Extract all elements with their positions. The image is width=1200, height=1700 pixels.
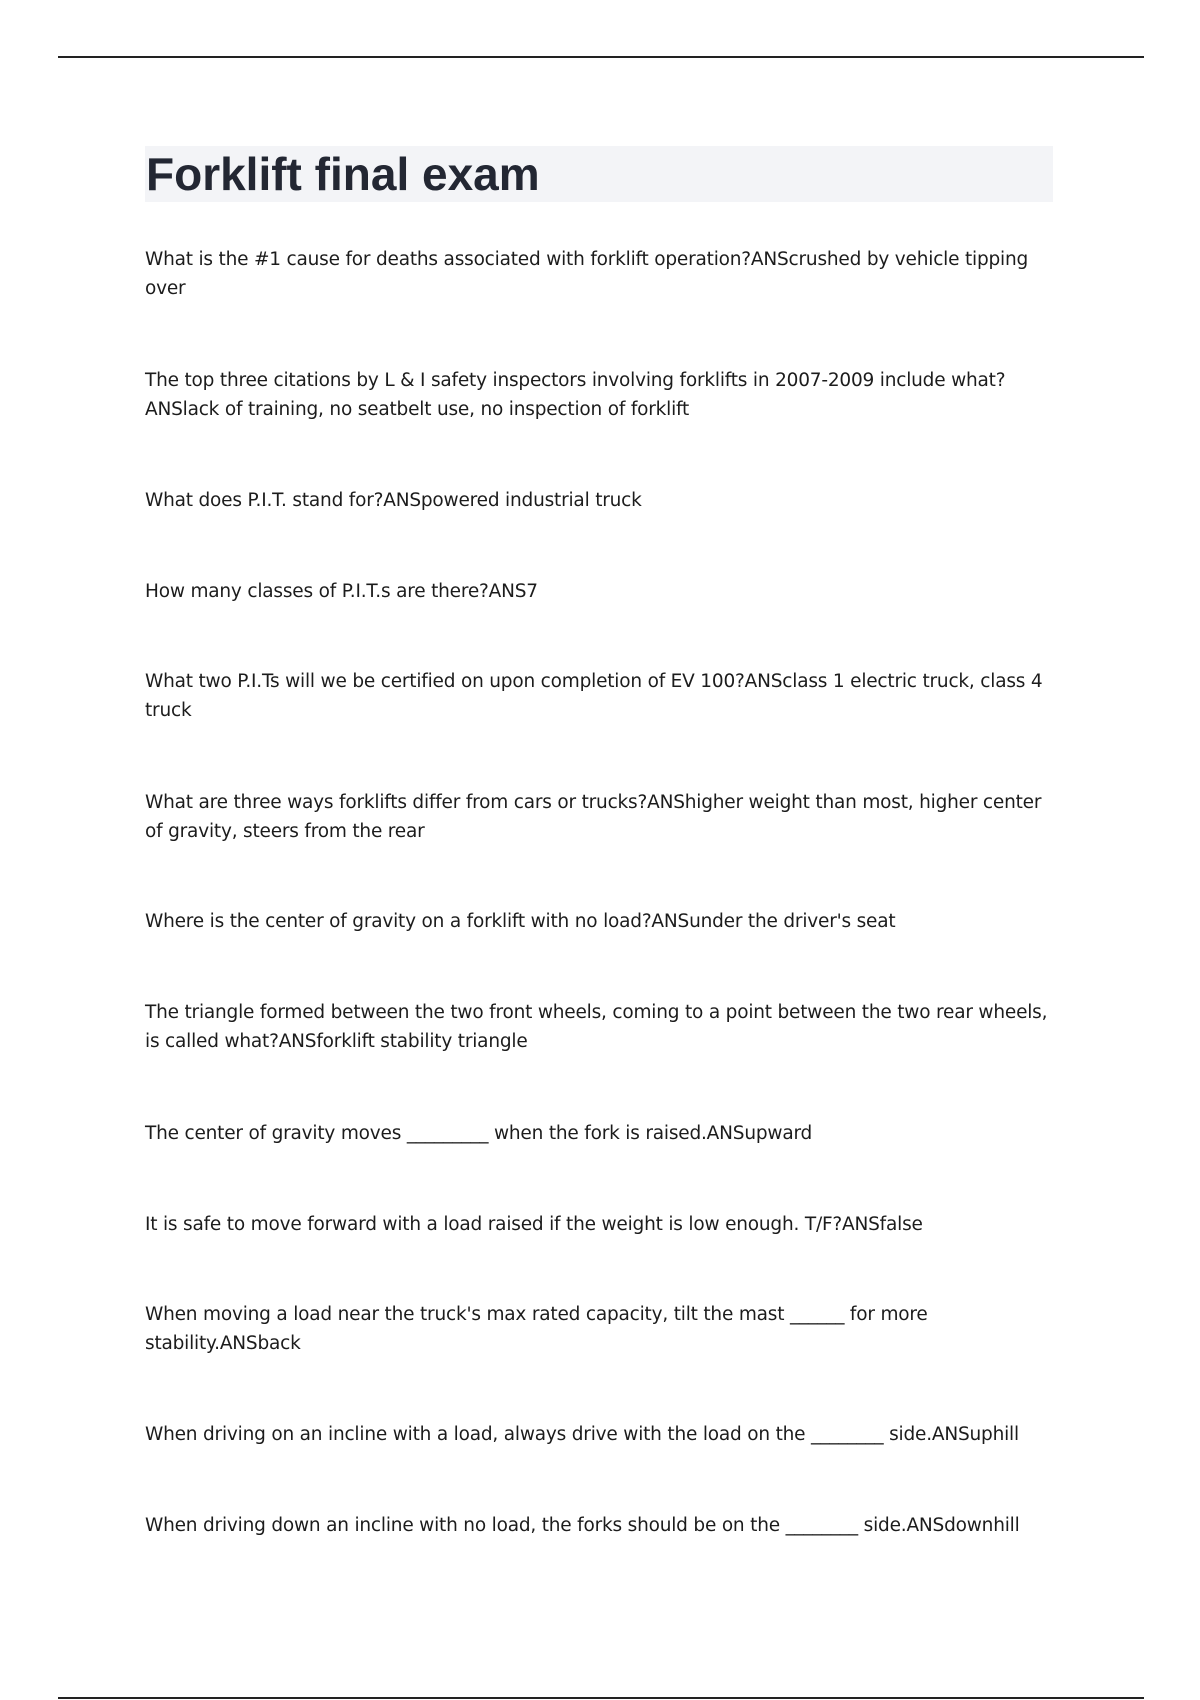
question-answer-3: What does P.I.T. stand for?ANSpowered industrial truck <box>145 490 642 511</box>
question-answer-7: Where is the center of gravity on a forklift with no load?ANSunder the driver's seat <box>145 911 896 932</box>
question-answer-2: The top three citations by L & I safety inspectors involving forklifts in 2007-2009 include what?ANSlack of training, no seatbelt use, no inspection of forklift <box>145 370 1006 420</box>
top-rule <box>58 56 1144 58</box>
question-answer-12: When driving on an incline with a load, always drive with the load on the ________ side.ANSuphill <box>145 1424 1019 1445</box>
question-answer-8: The triangle formed between the two front wheels, coming to a point between the two rear wheels, is called what?ANSforklift stability triangle <box>145 1002 1048 1052</box>
question-answer-1: What is the #1 cause for deaths associated with forklift operation?ANScrushed by vehicle tipping over <box>145 249 1029 299</box>
bottom-rule <box>58 1697 1144 1699</box>
question-answer-11: When moving a load near the truck's max rated capacity, tilt the mast ______ for more stability.ANSback <box>145 1304 928 1354</box>
question-answer-13: When driving down an incline with no load, the forks should be on the ________ side.ANSdownhill <box>145 1515 1020 1536</box>
question-answer-9: The center of gravity moves _________ when the fork is raised.ANSupward <box>145 1123 813 1144</box>
question-answer-4: How many classes of P.I.T.s are there?ANS7 <box>145 581 538 602</box>
question-answer-5: What two P.I.Ts will we be certified on upon completion of EV 100?ANSclass 1 electric truck, class 4 truck <box>145 671 1043 721</box>
question-answer-6: What are three ways forklifts differ from cars or trucks?ANShigher weight than most, higher center of gravity, steers from the rear <box>145 792 1042 842</box>
question-answer-10: It is safe to move forward with a load raised if the weight is low enough. T/F?ANSfalse <box>145 1214 923 1235</box>
document-title: Forklift final exam <box>146 148 540 200</box>
